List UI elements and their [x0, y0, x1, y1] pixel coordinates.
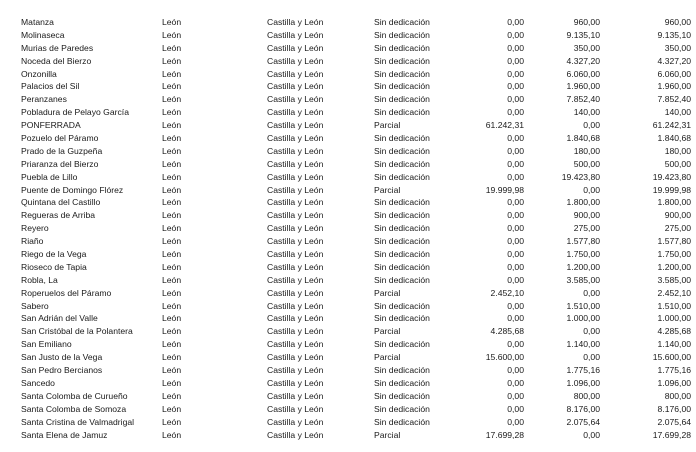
amount-cell: 0,00 — [507, 377, 524, 388]
region-cell: Castilla y León — [267, 223, 324, 234]
amount-cell: 1.800,00 — [566, 197, 600, 208]
table-row — [0, 171, 696, 184]
amount-cell: 17.699,28 — [485, 429, 524, 440]
table-row — [0, 145, 696, 158]
amount-cell: 61.242,31 — [485, 120, 524, 131]
amount-cell: 0,00 — [507, 390, 524, 401]
total-cell: 15.600,00 — [652, 352, 691, 363]
table-row — [0, 287, 696, 300]
amount-cell: 1.140,00 — [566, 339, 600, 350]
amount-cell: 1.775,16 — [566, 365, 600, 376]
dedication-cell: Sin dedicación — [374, 223, 430, 234]
municipality-cell: San Emiliano — [21, 339, 72, 350]
dedication-cell: Sin dedicación — [374, 416, 430, 427]
total-cell: 19.423,80 — [652, 171, 691, 182]
region-cell: Castilla y León — [267, 352, 324, 363]
amount-cell: 0,00 — [507, 300, 524, 311]
total-cell: 1.200,00 — [657, 261, 691, 272]
amount-cell: 19.423,80 — [561, 171, 600, 182]
province-cell: León — [162, 55, 182, 66]
province-cell: León — [162, 223, 182, 234]
dedication-cell: Sin dedicación — [374, 236, 430, 247]
amount-cell: 0,00 — [507, 236, 524, 247]
region-cell: Castilla y León — [267, 377, 324, 388]
province-cell: León — [162, 158, 182, 169]
total-cell: 19.999,98 — [652, 184, 691, 195]
table-row — [0, 274, 696, 287]
table-row — [0, 235, 696, 248]
total-cell: 7.852,40 — [657, 94, 691, 105]
amount-cell: 0,00 — [507, 416, 524, 427]
amount-cell: 0,00 — [507, 17, 524, 27]
amount-cell: 6.060,00 — [566, 68, 600, 79]
province-cell: León — [162, 416, 182, 427]
amount-cell: 1.750,00 — [566, 249, 600, 260]
amount-cell: 0,00 — [507, 158, 524, 169]
amount-cell: 0,00 — [507, 171, 524, 182]
region-cell: Castilla y León — [267, 287, 324, 298]
municipality-cell: Pobladura de Pelayo García — [21, 107, 129, 118]
region-cell: Castilla y León — [267, 365, 324, 376]
region-cell: Castilla y León — [267, 29, 324, 40]
dedication-cell: Sin dedicación — [374, 197, 430, 208]
amount-cell: 960,00 — [573, 17, 600, 27]
province-cell: León — [162, 68, 182, 79]
region-cell: Castilla y León — [267, 158, 324, 169]
table-row — [0, 325, 696, 338]
amount-cell: 1.510,00 — [566, 300, 600, 311]
municipality-cell: Santa Colomba de Somoza — [21, 403, 127, 414]
dedication-cell: Sin dedicación — [374, 403, 430, 414]
region-cell: Castilla y León — [267, 184, 324, 195]
province-cell: León — [162, 42, 182, 53]
municipality-cell: San Cristóbal de la Polantera — [21, 326, 133, 337]
table-row — [0, 158, 696, 171]
province-cell: León — [162, 287, 182, 298]
table-row — [0, 222, 696, 235]
municipality-cell: Rioseco de Tapia — [21, 261, 87, 272]
total-cell: 4.285,68 — [657, 326, 691, 337]
amount-cell: 0,00 — [507, 365, 524, 376]
table-row — [0, 42, 696, 55]
dedication-cell: Sin dedicación — [374, 249, 430, 260]
municipality-cell: Riaño — [21, 236, 44, 247]
municipality-cell: Puente de Domingo Flórez — [21, 184, 124, 195]
province-cell: León — [162, 94, 182, 105]
region-cell: Castilla y León — [267, 300, 324, 311]
amount-cell: 1.960,00 — [566, 81, 600, 92]
region-cell: Castilla y León — [267, 261, 324, 272]
region-cell: Castilla y León — [267, 339, 324, 350]
province-cell: León — [162, 261, 182, 272]
table-row — [0, 119, 696, 132]
total-cell: 1.960,00 — [657, 81, 691, 92]
amount-cell: 1.577,80 — [566, 236, 600, 247]
table-row — [0, 80, 696, 93]
table-row — [0, 68, 696, 81]
amount-cell: 180,00 — [573, 145, 600, 156]
dedication-cell: Parcial — [374, 326, 401, 337]
total-cell: 1.800,00 — [657, 197, 691, 208]
amount-cell: 15.600,00 — [485, 352, 524, 363]
municipality-cell: Santa Elena de Jamuz — [21, 429, 108, 440]
table-row — [0, 312, 696, 325]
table-row — [0, 132, 696, 145]
municipality-cell: Puebla de Lillo — [21, 171, 78, 182]
dedication-cell: Sin dedicación — [374, 261, 430, 272]
table-row — [0, 196, 696, 209]
amount-cell: 0,00 — [583, 352, 600, 363]
amount-cell: 2.075,64 — [566, 416, 600, 427]
municipality-cell: Roperuelos del Páramo — [21, 287, 112, 298]
municipality-cell: Noceda del Bierzo — [21, 55, 92, 66]
total-cell: 350,00 — [664, 42, 691, 53]
region-cell: Castilla y León — [267, 416, 324, 427]
region-cell: Castilla y León — [267, 81, 324, 92]
amount-cell: 0,00 — [583, 287, 600, 298]
region-cell: Castilla y León — [267, 55, 324, 66]
total-cell: 960,00 — [664, 17, 691, 27]
total-cell: 17.699,28 — [652, 429, 691, 440]
region-cell: Castilla y León — [267, 249, 324, 260]
municipality-cell: Priaranza del Bierzo — [21, 158, 99, 169]
province-cell: León — [162, 377, 182, 388]
province-cell: León — [162, 249, 182, 260]
amount-cell: 0,00 — [507, 81, 524, 92]
total-cell: 1.510,00 — [657, 300, 691, 311]
data-table — [0, 16, 696, 441]
municipality-cell: San Adrián del Valle — [21, 313, 98, 324]
total-cell: 2.452,10 — [657, 287, 691, 298]
dedication-cell: Sin dedicación — [374, 300, 430, 311]
province-cell: León — [162, 365, 182, 376]
amount-cell: 1.096,00 — [566, 377, 600, 388]
amount-cell: 4.285,68 — [490, 326, 524, 337]
dedication-cell: Sin dedicación — [374, 365, 430, 376]
region-cell: Castilla y León — [267, 326, 324, 337]
total-cell: 3.585,00 — [657, 274, 691, 285]
dedication-cell: Sin dedicación — [374, 107, 430, 118]
amount-cell: 0,00 — [583, 326, 600, 337]
municipality-cell: Pozuelo del Páramo — [21, 133, 99, 144]
table-row — [0, 93, 696, 106]
amount-cell: 0,00 — [583, 429, 600, 440]
amount-cell: 1.000,00 — [566, 313, 600, 324]
dedication-cell: Sin dedicación — [374, 210, 430, 221]
table-row — [0, 300, 696, 313]
total-cell: 1.577,80 — [657, 236, 691, 247]
total-cell: 900,00 — [664, 210, 691, 221]
amount-cell: 0,00 — [507, 42, 524, 53]
province-cell: León — [162, 145, 182, 156]
table-row — [0, 416, 696, 429]
region-cell: Castilla y León — [267, 17, 324, 27]
amount-cell: 0,00 — [507, 339, 524, 350]
province-cell: León — [162, 29, 182, 40]
province-cell: León — [162, 300, 182, 311]
region-cell: Castilla y León — [267, 429, 324, 440]
dedication-cell: Sin dedicación — [374, 313, 430, 324]
dedication-cell: Sin dedicación — [374, 133, 430, 144]
municipality-cell: PONFERRADA — [21, 120, 81, 131]
dedication-cell: Sin dedicación — [374, 145, 430, 156]
region-cell: Castilla y León — [267, 107, 324, 118]
region-cell: Castilla y León — [267, 94, 324, 105]
dedication-cell: Sin dedicación — [374, 171, 430, 182]
region-cell: Castilla y León — [267, 403, 324, 414]
municipality-cell: Matanza — [21, 17, 54, 27]
province-cell: León — [162, 236, 182, 247]
region-cell: Castilla y León — [267, 313, 324, 324]
total-cell: 1.840,68 — [657, 133, 691, 144]
total-cell: 6.060,00 — [657, 68, 691, 79]
table-row — [0, 248, 696, 261]
municipality-cell: Santa Cristina de Valmadrigal — [21, 416, 135, 427]
region-cell: Castilla y León — [267, 274, 324, 285]
table-row — [0, 351, 696, 364]
province-cell: León — [162, 133, 182, 144]
amount-cell: 0,00 — [507, 249, 524, 260]
amount-cell: 0,00 — [507, 55, 524, 66]
dedication-cell: Parcial — [374, 429, 401, 440]
municipality-cell: Santa Colomba de Curueño — [21, 390, 128, 401]
total-cell: 140,00 — [664, 107, 691, 118]
region-cell: Castilla y León — [267, 210, 324, 221]
total-cell: 61.242,31 — [652, 120, 691, 131]
table-row — [0, 390, 696, 403]
total-cell: 1.000,00 — [657, 313, 691, 324]
table-row — [0, 16, 696, 29]
municipality-cell: Quintana del Castillo — [21, 197, 101, 208]
table-row — [0, 106, 696, 119]
municipality-cell: Robla, La — [21, 274, 58, 285]
total-cell: 500,00 — [664, 158, 691, 169]
amount-cell: 8.176,00 — [566, 403, 600, 414]
dedication-cell: Sin dedicación — [374, 274, 430, 285]
province-cell: León — [162, 171, 182, 182]
amount-cell: 0,00 — [507, 107, 524, 118]
amount-cell: 0,00 — [507, 197, 524, 208]
province-cell: León — [162, 403, 182, 414]
total-cell: 1.750,00 — [657, 249, 691, 260]
table-row — [0, 403, 696, 416]
amount-cell: 7.852,40 — [566, 94, 600, 105]
municipality-cell: Sancedo — [21, 377, 55, 388]
table-row — [0, 209, 696, 222]
province-cell: León — [162, 313, 182, 324]
total-cell: 2.075,64 — [657, 416, 691, 427]
amount-cell: 9.135,10 — [566, 29, 600, 40]
amount-cell: 0,00 — [583, 184, 600, 195]
dedication-cell: Sin dedicación — [374, 390, 430, 401]
amount-cell: 0,00 — [583, 120, 600, 131]
dedication-cell: Parcial — [374, 352, 401, 363]
amount-cell: 0,00 — [507, 133, 524, 144]
dedication-cell: Sin dedicación — [374, 158, 430, 169]
province-cell: León — [162, 339, 182, 350]
municipality-cell: Murias de Paredes — [21, 42, 94, 53]
municipality-cell: San Pedro Bercianos — [21, 365, 103, 376]
total-cell: 180,00 — [664, 145, 691, 156]
region-cell: Castilla y León — [267, 42, 324, 53]
province-cell: León — [162, 352, 182, 363]
amount-cell: 0,00 — [507, 68, 524, 79]
province-cell: León — [162, 120, 182, 131]
region-cell: Castilla y León — [267, 120, 324, 131]
amount-cell: 2.452,10 — [490, 287, 524, 298]
total-cell: 275,00 — [664, 223, 691, 234]
amount-cell: 1.200,00 — [566, 261, 600, 272]
municipality-cell: Prado de la Guzpeña — [21, 145, 103, 156]
region-cell: Castilla y León — [267, 133, 324, 144]
dedication-cell: Sin dedicación — [374, 42, 430, 53]
total-cell: 1.140,00 — [657, 339, 691, 350]
dedication-cell: Sin dedicación — [374, 377, 430, 388]
amount-cell: 3.585,00 — [566, 274, 600, 285]
table-row — [0, 261, 696, 274]
amount-cell: 800,00 — [573, 390, 600, 401]
dedication-cell: Sin dedicación — [374, 55, 430, 66]
amount-cell: 4.327,20 — [566, 55, 600, 66]
table-row — [0, 377, 696, 390]
total-cell: 800,00 — [664, 390, 691, 401]
province-cell: León — [162, 184, 182, 195]
region-cell: Castilla y León — [267, 390, 324, 401]
amount-cell: 0,00 — [507, 261, 524, 272]
municipality-cell: Reyero — [21, 223, 49, 234]
amount-cell: 350,00 — [573, 42, 600, 53]
amount-cell: 19.999,98 — [485, 184, 524, 195]
total-cell: 8.176,00 — [657, 403, 691, 414]
dedication-cell: Sin dedicación — [374, 339, 430, 350]
province-cell: León — [162, 107, 182, 118]
municipality-cell: Peranzanes — [21, 94, 67, 105]
table-row — [0, 184, 696, 197]
dedication-cell: Parcial — [374, 287, 401, 298]
region-cell: Castilla y León — [267, 171, 324, 182]
region-cell: Castilla y León — [267, 197, 324, 208]
amount-cell: 0,00 — [507, 274, 524, 285]
province-cell: León — [162, 197, 182, 208]
dedication-cell: Parcial — [374, 184, 401, 195]
amount-cell: 0,00 — [507, 223, 524, 234]
amount-cell: 0,00 — [507, 313, 524, 324]
dedication-cell: Sin dedicación — [374, 94, 430, 105]
dedication-cell: Sin dedicación — [374, 81, 430, 92]
amount-cell: 0,00 — [507, 29, 524, 40]
municipality-cell: Sabero — [21, 300, 49, 311]
province-cell: León — [162, 274, 182, 285]
province-cell: León — [162, 210, 182, 221]
municipality-cell: Palacios del Sil — [21, 81, 80, 92]
amount-cell: 0,00 — [507, 210, 524, 221]
amount-cell: 1.840,68 — [566, 133, 600, 144]
total-cell: 9.135,10 — [657, 29, 691, 40]
dedication-cell: Parcial — [374, 120, 401, 131]
amount-cell: 900,00 — [573, 210, 600, 221]
dedication-cell: Sin dedicación — [374, 29, 430, 40]
dedication-cell: Sin dedicación — [374, 68, 430, 79]
total-cell: 1.096,00 — [657, 377, 691, 388]
dedication-cell: Sin dedicación — [374, 17, 430, 27]
total-cell: 1.775,16 — [657, 365, 691, 376]
amount-cell: 500,00 — [573, 158, 600, 169]
amount-cell: 140,00 — [573, 107, 600, 118]
amount-cell: 0,00 — [507, 94, 524, 105]
table-row — [0, 29, 696, 42]
province-cell: León — [162, 17, 182, 27]
table-row — [0, 364, 696, 377]
region-cell: Castilla y León — [267, 236, 324, 247]
province-cell: León — [162, 326, 182, 337]
table-row — [0, 338, 696, 351]
amount-cell: 0,00 — [507, 145, 524, 156]
province-cell: León — [162, 429, 182, 440]
province-cell: León — [162, 81, 182, 92]
municipality-cell: San Justo de la Vega — [21, 352, 103, 363]
region-cell: Castilla y León — [267, 145, 324, 156]
municipality-cell: Molinaseca — [21, 29, 65, 40]
table-row — [0, 55, 696, 68]
table-row — [0, 429, 696, 442]
region-cell: Castilla y León — [267, 68, 324, 79]
amount-cell: 0,00 — [507, 403, 524, 414]
province-cell: León — [162, 390, 182, 401]
amount-cell: 275,00 — [573, 223, 600, 234]
municipality-cell: Riego de la Vega — [21, 249, 87, 260]
municipality-cell: Onzonilla — [21, 68, 57, 79]
municipality-cell: Regueras de Arriba — [21, 210, 96, 221]
total-cell: 4.327,20 — [657, 55, 691, 66]
